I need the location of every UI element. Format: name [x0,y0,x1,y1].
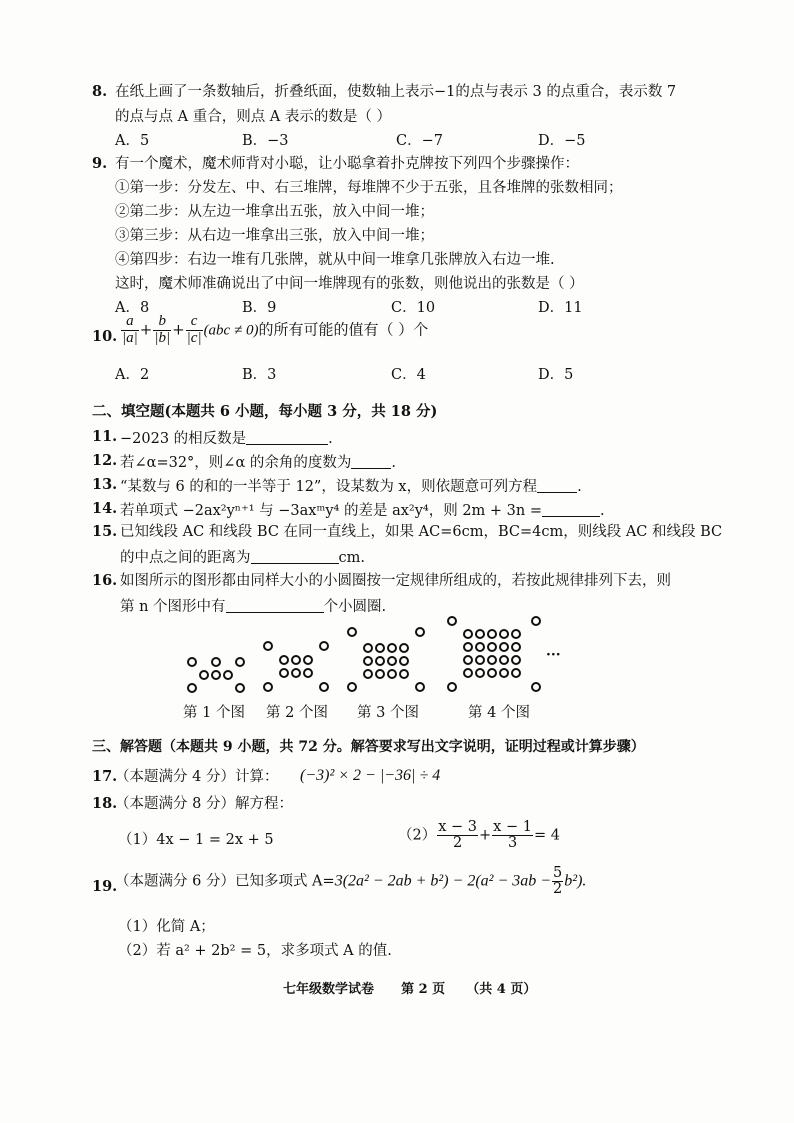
q15-line1: 已知线段 AC 和线段 BC 在同一直线上，如果 AC=6cm，BC=4cm，则线段 AC 和线段 BC [120,524,723,540]
q13-answer-blank[interactable] [537,478,577,493]
q10-condition: (abc ≠ 0) [203,322,259,339]
q19-fraction-denominator: 2 [553,881,563,898]
q11-text [120,430,333,447]
q18-number: 18. [92,795,118,812]
q14-number: 14. [92,500,118,517]
q10-number: 10. [92,328,118,345]
q15-stem: 的中点之间的距离为 [120,550,251,566]
q12-number: 12. [92,452,118,469]
q13-stem: “某数与 6 的和的一半等于 12”，设某数为 x，则依题意可列方程 [120,479,538,495]
q10-tail: 的所有可能的值有（ ）个 [258,320,429,339]
q16-line1: 如图所示的图形都由同样大小的小圆圈按一定规律所组成的，若按此规律排列下去，则 [120,573,671,589]
q11-end: . [328,431,333,447]
figure-2 [264,642,328,691]
q13-end: . [577,479,582,495]
q10-option-b: B．3 [242,367,277,383]
footer [283,983,536,996]
q9-step-1: ①第一步：分发左、中、右三堆牌，每堆牌不少于五张，且各堆牌的张数相同； [115,180,623,196]
q18-part1: （1）4x − 1 = 2x + 5 [118,832,274,848]
q8-option-b: B．−3 [242,133,289,149]
q15-unit: cm. [338,550,365,566]
figure-label-1: 第 1 个图 [183,705,245,721]
fraction-1-denominator: 2 [453,835,463,852]
q9-option-a: A．8 [115,300,150,316]
section2-title: 二、填空题(本题共 6 小题，每小题 3 分，共 18 分) [92,403,438,420]
q8-option-c: C．−7 [396,133,443,149]
fraction-c: $\frac{c}{|c|}$ [186,313,202,346]
q12-text [120,454,396,471]
fraction-1-numerator: x − 3 [438,819,478,835]
q17-expression: (−3)² × 2 − |−36| ÷ 4 [300,767,441,784]
q19-label: （本题满分 6 分）已知多项式 A= [115,873,335,890]
q19-fraction [552,866,563,897]
footer-total: （共 4 页） [466,982,537,997]
q14-stem: 若单项式 −2ax²yⁿ⁺¹ 与 −3axᵐy⁴ 的差是 ax²y⁴，则 2m + 3n = [120,503,542,519]
fraction-a: $\frac{a}{|a|}$ [122,313,138,346]
q15-number: 15. [92,523,118,540]
q19-part2: （2）若 a² + 2b² = 5，求多项式 A 的值. [118,943,392,959]
q9-option-b: B．9 [242,300,277,316]
q8-line1: 在纸上画了一条数轴后，折叠纸面，使数轴上表示−1的点与表示 3 的点重合，表示数 7 [115,84,677,100]
q15-line2 [120,549,365,566]
fraction-2-numerator: x − 1 [493,819,532,835]
q19-expression-part1: 3(2a² − 2ab + b²) − 2(a² − 3ab − [334,872,552,890]
q8-line2: 的点与点 A 重合，则点 A 表示的数是（ ） [115,109,391,125]
section3-title: 三、解答题（本题共 9 小题，共 72 分。解答要求写出文字说明，证明过程或计算步骤） [92,739,645,755]
q16-tail: 个小圆圈. [323,599,387,615]
q17-label: （本题满分 4 分）计算： [115,769,279,785]
q13-text [120,478,582,495]
figure-label-4: 第 4 个图 [468,705,530,721]
footer-page: 第 2 页 [401,982,446,997]
q9-step-3: ③第三步：从右边一堆拿出三张，放入中间一堆； [115,228,434,244]
q18-fraction-2 [492,820,533,851]
q16-number: 16. [92,572,118,589]
figure-label-3: 第 3 个图 [357,705,419,721]
q9-step-2: ②第二步：从左边一堆拿出五张，放入中间一堆； [115,204,434,220]
figure-label-2: 第 2 个图 [266,705,328,721]
q13-number: 13. [92,476,118,493]
q9-line1: 有一个魔术，魔术师背对小聪，让小聪拿着扑克牌按下列四个步骤操作： [115,156,579,172]
q14-text [120,502,605,519]
q15-answer-blank[interactable] [251,549,339,564]
q18-label: （本题满分 8 分）解方程： [115,796,293,812]
q16-ellipsis: ··· [546,647,561,663]
figure-4 [448,617,540,691]
q9-step-4: ④第四步：右边一堆有几张牌，就从中间一堆拿几张牌放入右边一堆. [115,252,555,268]
q16-stem: 第 n 个图形中有 [120,599,226,615]
q9-option-c: C．10 [391,300,436,316]
q18-part2-label: （2） [398,827,437,844]
q12-end: . [391,455,396,471]
figure-3 [348,628,424,691]
q12-answer-blank[interactable] [351,454,391,469]
q19-number: 19. [92,878,118,895]
fraction-b: $\frac{b}{|b|}$ [154,313,171,346]
q19-expression-part2: b²). [564,872,587,890]
q18-part2-rhs: = 4 [533,827,560,844]
q17-number: 17. [92,768,118,785]
q10-option-a: A．2 [115,367,150,383]
q9-line-last: 这时，魔术师准确说出了中间一堆牌现有的张数，则他说出的张数是（ ） [115,276,584,292]
footer-subject: 七年级数学试卷 [283,982,375,997]
q11-number: 11. [92,428,118,445]
q18-fraction-1 [437,820,478,851]
q9-option-d: D．11 [538,300,583,316]
q19-statement [115,866,586,897]
q8-number: 8. [92,83,108,100]
q16-figures [180,618,780,698]
q16-answer-blank[interactable] [226,598,324,613]
figure-1 [188,658,244,692]
q19-part1: （1）化简 A； [118,919,215,935]
q11-answer-blank[interactable] [246,430,328,445]
q10-option-d: D．5 [538,367,574,383]
q8-option-d: D．−5 [538,133,586,149]
q14-answer-blank[interactable] [542,502,600,517]
q8-option-a: A．5 [115,133,150,149]
q19-fraction-numerator: 5 [553,865,563,881]
q14-end: . [600,503,605,519]
fraction-2-denominator: 3 [507,835,518,852]
q18-part2: （2） $\frac{x - 3}{2}$ + $\frac{x - 1}{3}$ = 4 [398,819,560,852]
q9-number: 9. [92,155,108,172]
q10-expression: $\frac{a}{|a|}$ + $\frac{b}{|b|}$ + $\frac{c}{|c|}$ (abc ≠ 0)的所有可能的值有（ ）个 [122,313,429,346]
q12-stem: 若∠α=32°，则∠α 的余角的度数为 [120,455,352,471]
q10-option-c: C．4 [391,367,426,383]
q16-line2 [120,598,386,615]
q11-stem: −2023 的相反数是 [120,431,247,447]
